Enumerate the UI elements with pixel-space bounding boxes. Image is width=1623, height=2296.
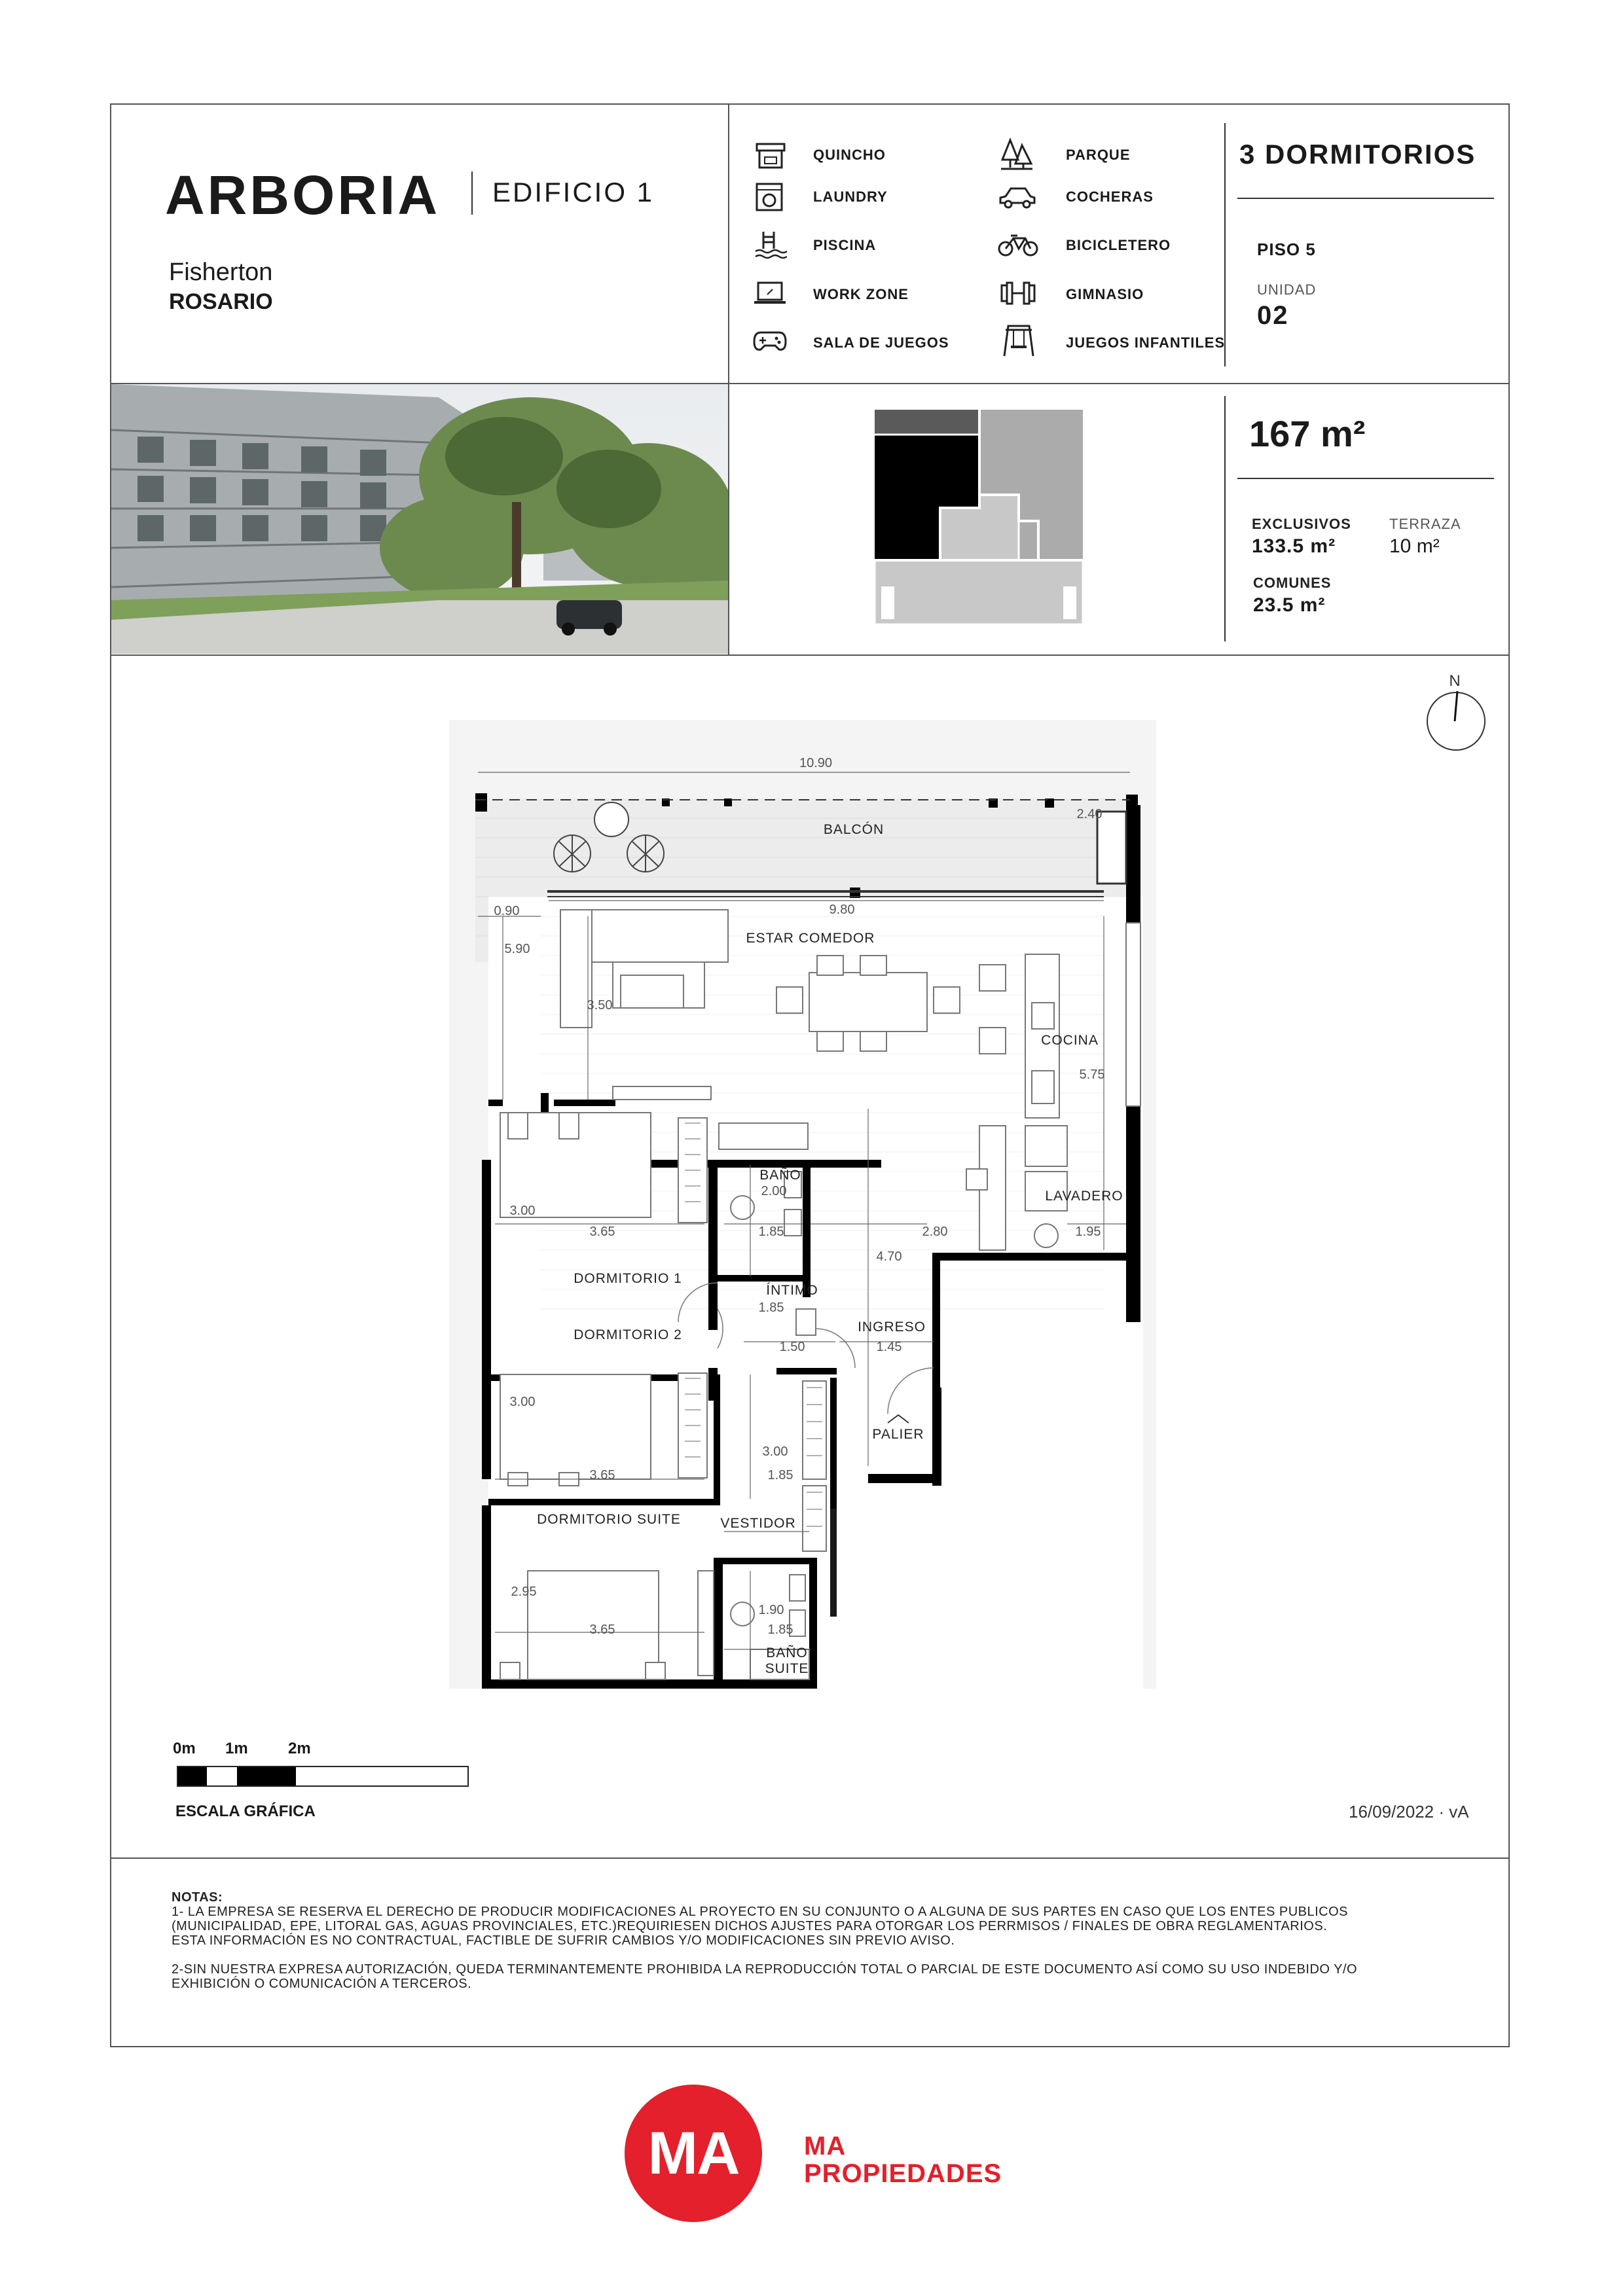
project-name: ARBORIA — [165, 164, 440, 226]
bicycle-icon — [998, 233, 1038, 261]
dim-1-85-c: 1.85 — [767, 1468, 793, 1482]
dim-1-50: 1.50 — [779, 1340, 805, 1354]
note-2a: 2-SIN NUESTRA EXPRESA AUTORIZACIÓN, QUEDA TERMINANTEMENTE PROHIBIDA LA REPRODUCCIÓN TOTAL O PARCIAL DE ESTE DOCUMENTO ASÍ COMO SU USO INDEBIDO Y/O — [172, 1962, 1358, 1977]
dim-3-65-c: 3.65 — [589, 1623, 615, 1637]
exclusive-value: 133.5 m² — [1252, 535, 1336, 557]
floor-plan — [449, 720, 1167, 1705]
north-arrow — [1421, 672, 1489, 756]
building-name: EDIFICIO 1 — [492, 177, 655, 207]
dim-3-65-b: 3.65 — [589, 1468, 615, 1482]
brand-logo-line1: MA — [804, 2132, 847, 2161]
scale-label: ESCALA GRÁFICA — [175, 1803, 316, 1820]
dim-3-50: 3.50 — [587, 998, 613, 1013]
dim-1-90: 1.90 — [758, 1603, 784, 1617]
dim-1-85-b: 1.85 — [758, 1300, 784, 1315]
dim-1-95: 1.95 — [1075, 1225, 1101, 1239]
dim-2-40: 2.40 — [1076, 807, 1103, 821]
amenity-bicicletero: BICICLETERO — [1066, 237, 1171, 253]
grill-icon — [754, 141, 787, 173]
room-palier: PALIER — [872, 1427, 924, 1442]
note-1c: ESTA INFORMACIÓN ES NO CONTRACTUAL, FACTIBLE DE SUFRIR CAMBIOS Y/O MODIFICACIONES SIN PREVIO AVISO. — [172, 1933, 955, 1948]
laptop-icon — [753, 280, 787, 310]
trees-icon — [1000, 137, 1034, 173]
total-area: 167 m² — [1249, 413, 1366, 454]
dim-4-70: 4.70 — [876, 1249, 902, 1264]
divider-col1 — [728, 103, 729, 655]
amenity-juegos-infantiles: JUEGOS INFANTILES — [1066, 334, 1226, 351]
amenity-work-zone: WORK ZONE — [813, 286, 909, 302]
common-value: 23.5 m² — [1253, 594, 1326, 616]
brand-separator — [471, 171, 473, 215]
unit-floor: PISO 5 — [1257, 240, 1316, 259]
amenity-quincho: QUINCHO — [813, 147, 886, 163]
dim-9-80: 9.80 — [829, 903, 855, 917]
room-dormitorio-suite: DORMITORIO SUITE — [537, 1512, 681, 1527]
document-date: 16/09/2022 · vA — [1349, 1802, 1469, 1821]
divider-area — [1237, 478, 1494, 479]
note-1a: 1- LA EMPRESA SE RESERVA EL DERECHO DE PRODUCIR MODIFICACIONES AL PROYECTO EN SU CONJUNTO O A ALGUNA DE SUS PARTES EN CASO QUE LOS ENTES PUBLICOS — [172, 1905, 1349, 1919]
divider-col2a — [1224, 123, 1226, 367]
room-dormitorio-2: DORMITORIO 2 — [574, 1327, 682, 1342]
building-render-image — [111, 384, 728, 654]
room-bano: BAÑO — [759, 1168, 801, 1183]
dim-2-00: 2.00 — [761, 1184, 787, 1198]
dim-3-00-b: 3.00 — [509, 1395, 536, 1409]
room-intimo: ÍNTIMO — [766, 1283, 818, 1298]
gamepad-icon — [753, 327, 787, 357]
exclusive-label: EXCLUSIVOS — [1252, 516, 1351, 532]
divider-col2b — [1224, 396, 1226, 641]
scale-tick-0: 0m — [173, 1740, 196, 1757]
dim-3-00-c: 3.00 — [762, 1444, 788, 1459]
room-cocina: COCINA — [1041, 1033, 1099, 1048]
north-label: N — [1449, 672, 1461, 690]
room-vestidor: VESTIDOR — [720, 1516, 796, 1531]
neighborhood: Fisherton — [169, 259, 273, 286]
dim-1-45: 1.45 — [876, 1340, 902, 1354]
divider-info — [110, 655, 1510, 656]
room-estar-comedor: ESTAR COMEDOR — [746, 931, 875, 946]
key-plan — [875, 410, 1083, 628]
dim-5-90: 5.90 — [504, 942, 530, 956]
brand-logo-line2: PROPIEDADES — [804, 2159, 1002, 2188]
amenity-sala-juegos: SALA DE JUEGOS — [813, 334, 949, 351]
dim-10-90: 10.90 — [799, 756, 833, 770]
unit-number: 02 — [1257, 301, 1289, 330]
car-icon — [998, 185, 1037, 214]
scale-bar — [177, 1766, 469, 1787]
divider-dorms — [1237, 198, 1494, 199]
notes-block — [172, 1890, 1474, 1991]
brand-logo-text — [804, 2132, 1002, 2187]
scale-tick-1: 1m — [225, 1740, 248, 1757]
dim-3-65-a: 3.65 — [589, 1225, 615, 1239]
dim-3-00-a: 3.00 — [509, 1204, 536, 1218]
dim-1-85-a: 1.85 — [758, 1225, 784, 1239]
common-label: COMUNES — [1253, 575, 1332, 591]
brand-logo-mark: MA — [625, 2085, 762, 2222]
room-dormitorio-1: DORMITORIO 1 — [574, 1271, 682, 1286]
note-2b: EXHIBICIÓN O COMUNICACIÓN A TERCEROS. — [172, 1977, 472, 1991]
dim-2-80: 2.80 — [922, 1225, 948, 1239]
amenity-parque: PARQUE — [1066, 147, 1131, 163]
terrace-value: 10 m² — [1389, 535, 1440, 557]
terrace-label: TERRAZA — [1389, 516, 1461, 532]
city: ROSARIO — [169, 289, 273, 314]
dumbbell-icon — [998, 280, 1038, 310]
dim-2-95: 2.95 — [511, 1585, 537, 1599]
dim-1-85-d: 1.85 — [767, 1623, 793, 1637]
unit-label: UNIDAD — [1257, 281, 1317, 298]
room-bano-suite-2: SUITE — [765, 1661, 809, 1676]
unit-type: 3 DORMITORIOS — [1239, 139, 1476, 170]
amenity-gimnasio: GIMNASIO — [1066, 286, 1144, 302]
washing-machine-icon — [754, 182, 784, 215]
scale-tick-2: 2m — [288, 1740, 311, 1757]
dim-0-90: 0.90 — [494, 904, 520, 918]
amenity-cocheras: COCHERAS — [1066, 188, 1154, 205]
divider-notes — [110, 1857, 1510, 1859]
dim-5-75: 5.75 — [1079, 1067, 1105, 1082]
amenity-piscina: PISCINA — [813, 237, 877, 253]
room-ingreso: INGRESO — [858, 1319, 926, 1335]
notes-title: NOTAS: — [172, 1890, 223, 1905]
room-balcon: BALCÓN — [823, 822, 884, 837]
room-lavadero: LAVADERO — [1045, 1189, 1123, 1204]
swing-icon — [1002, 323, 1036, 361]
note-1b: (MUNICIPALIDAD, EPE, LITORAL GAS, AGUAS PROVINCIALES, ETC.)REQUIRIESEN DICHOS AJUSTES PARA OTORGAR LOS PERRMISOS / FINALES DE OBRA REGLAMENTARIOS. — [172, 1919, 1328, 1933]
pool-icon — [754, 229, 787, 262]
amenity-laundry: LAUNDRY — [813, 188, 888, 205]
room-bano-suite-1: BAÑO — [766, 1645, 808, 1660]
